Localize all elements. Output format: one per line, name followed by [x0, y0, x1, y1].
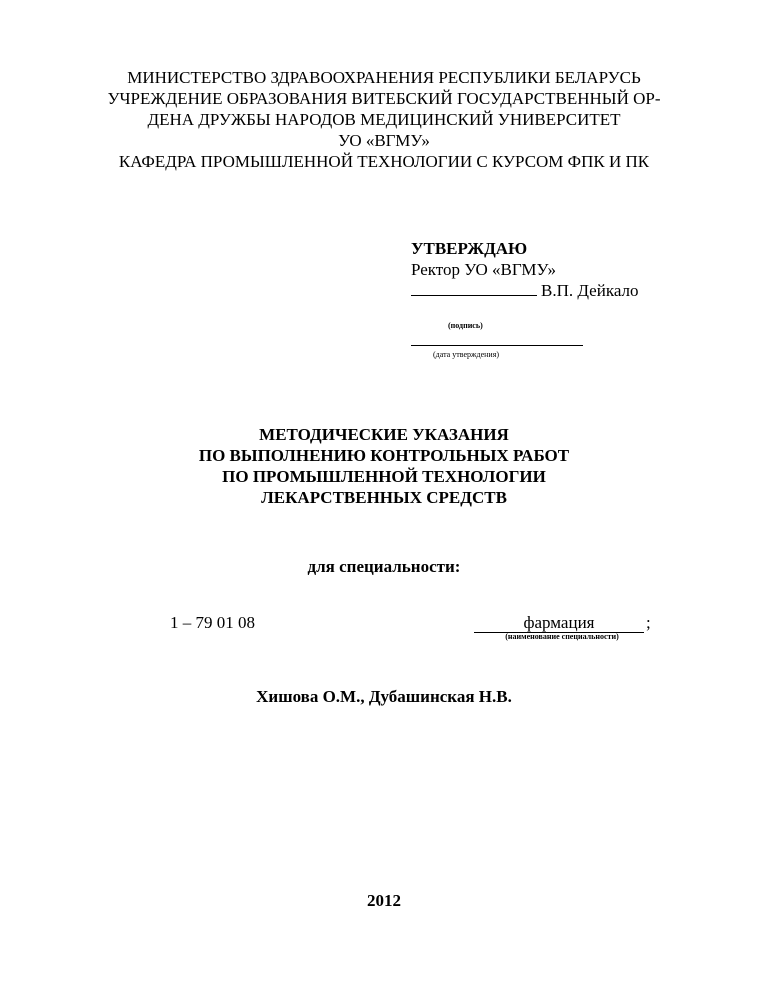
signature-row — [411, 280, 711, 301]
document-title — [134, 424, 634, 508]
approval-block — [411, 238, 711, 359]
specialty-name: фармация — [474, 614, 644, 633]
publication-year: 2012 — [367, 891, 401, 910]
specialty-name-row — [474, 612, 656, 633]
signature-caption: (подпись) — [448, 321, 483, 330]
title-line-1: МЕТОДИЧЕСКИЕ УКАЗАНИЯ — [259, 425, 509, 444]
approval-heading: УТВЕРЖДАЮ — [411, 239, 528, 258]
specialty-name-caption: (наименование специальности) — [505, 632, 619, 641]
approval-date-caption: (дата утверждения) — [433, 350, 500, 359]
specialty-label: для специальности: — [307, 557, 461, 576]
authors: Хишова О.М., Дубашинская Н.В. — [256, 687, 512, 706]
signer-name: В.П. Дейкало — [541, 281, 639, 300]
ministry-line: МИНИСТЕРСТВО ЗДРАВООХРАНЕНИЯ РЕСПУБЛИКИ БЕЛАРУСЬ — [127, 68, 641, 87]
specialty-code: 1 – 79 01 08 — [170, 613, 255, 632]
institution-line-2: ДЕНА ДРУЖБЫ НАРОДОВ МЕДИЦИНСКИЙ УНИВЕРСИТЕТ — [147, 110, 621, 129]
signature-line — [411, 281, 537, 296]
title-line-3: ПО ПРОМЫШЛЕННОЙ ТЕХНОЛОГИИ — [222, 467, 546, 486]
title-line-4: ЛЕКАРСТВЕННЫХ СРЕДСТВ — [261, 488, 507, 507]
approval-date-line — [411, 345, 583, 346]
specialty-terminator: ; — [646, 613, 651, 632]
institution-header — [60, 67, 708, 172]
institution-abbreviation: УО «ВГМУ» — [338, 131, 430, 150]
approval-position: Ректор УО «ВГМУ» — [411, 260, 557, 279]
department-line: КАФЕДРА ПРОМЫШЛЕННОЙ ТЕХНОЛОГИИ С КУРСОМ ФПК И ПК — [118, 152, 650, 171]
title-line-2: ПО ВЫПОЛНЕНИЮ КОНТРОЛЬНЫХ РАБОТ — [198, 446, 570, 465]
institution-line-1: УЧРЕЖДЕНИЕ ОБРАЗОВАНИЯ ВИТЕБСКИЙ ГОСУДАРСТВЕННЫЙ ОР- — [107, 89, 661, 108]
